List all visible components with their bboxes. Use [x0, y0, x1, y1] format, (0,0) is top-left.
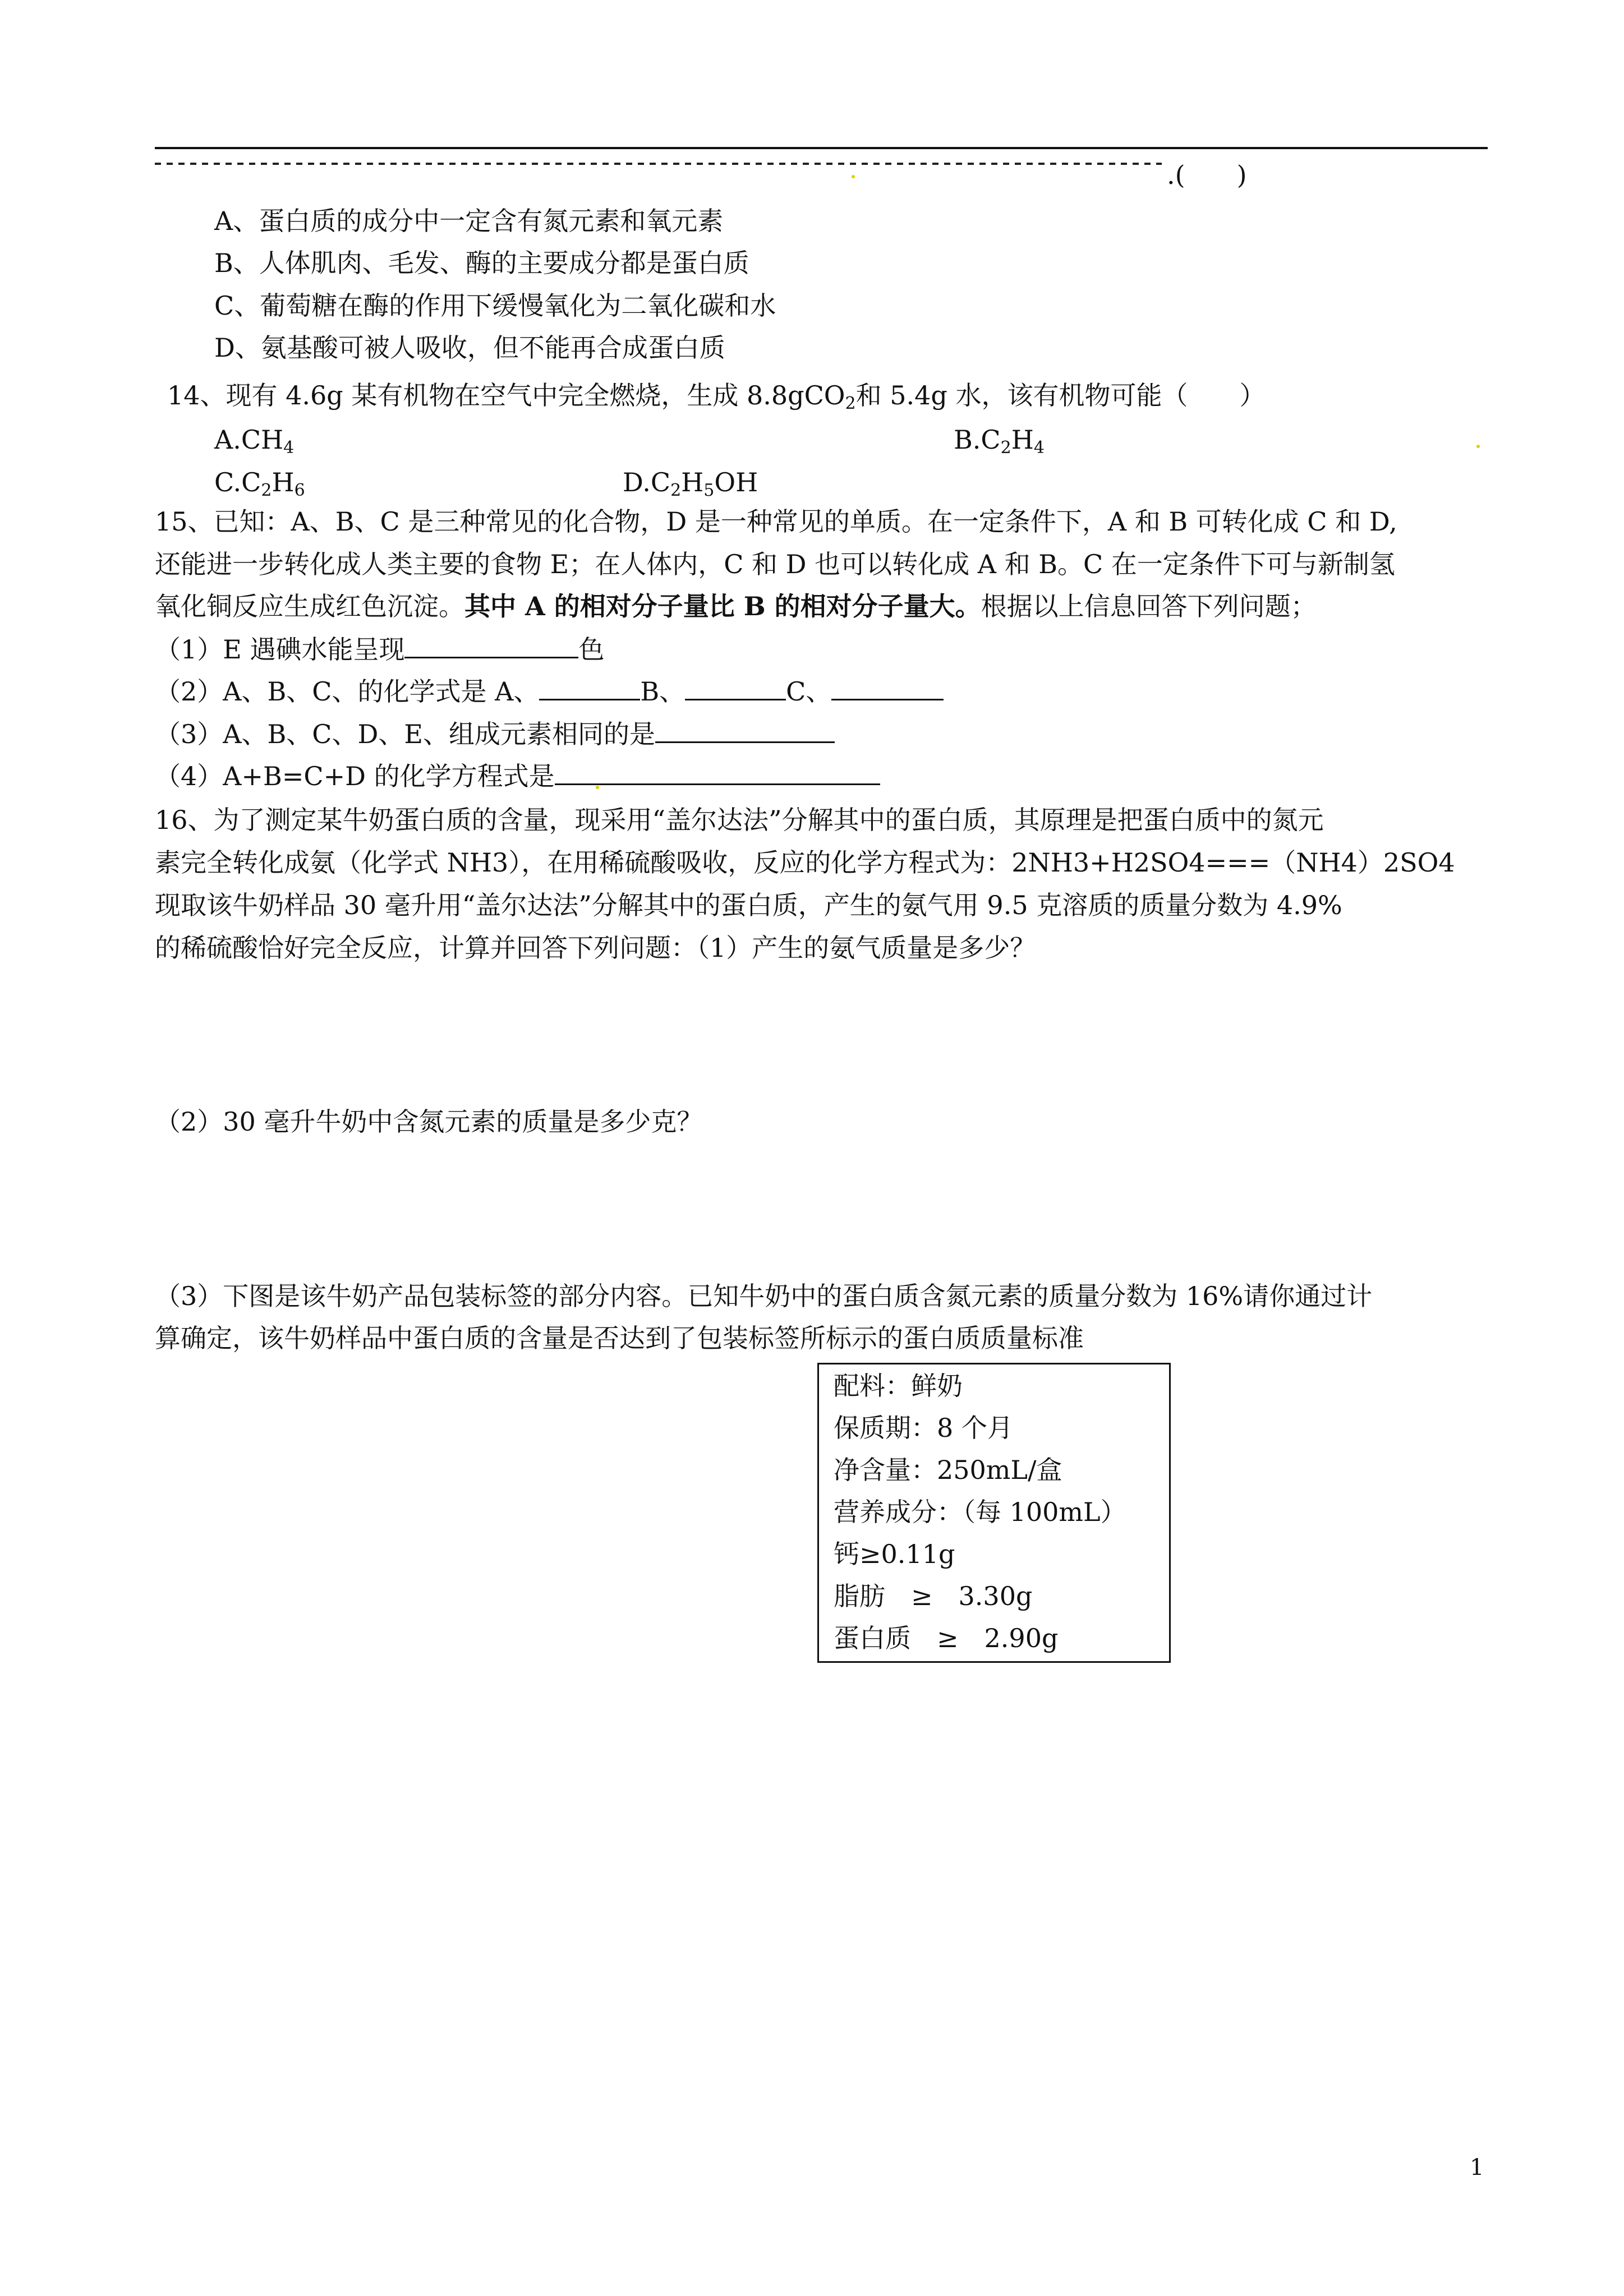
q15-stem-line-1: 15、已知：A、B、C 是三种常见的化合物，D 是一种常见的单质。在一定条件下，A 和 B 可转化成 C 和 D,: [155, 506, 1397, 537]
q16-stem-line-1: 16、为了测定某牛奶蛋白质的含量，现采用“盖尔达法”分解其中的蛋白质，其原理是把蛋白质中的氮元: [155, 805, 1324, 835]
q16-part-2: （2）30 毫升牛奶中含氮元素的质量是多少克？: [155, 1106, 703, 1137]
q15-part-3: （3）A、B、C、D、E、组成元素相同的是: [155, 717, 835, 751]
dashed-answer-line: [155, 163, 1162, 165]
q15-part-2: （2）A、B、C、的化学式是 A、 B、 C、: [155, 674, 944, 708]
q16-stem-line-4: 的稀硫酸恰好完全反应，计算并回答下列问题：（1）产生的氨气质量是多少？: [155, 933, 1036, 963]
q15-stem-line-2: 还能进一步转化成人类主要的食物 E；在人体内，C 和 D 也可以转化成 A 和 B。C 在一定条件下可与新制氢: [155, 549, 1395, 579]
header-rule: [155, 147, 1488, 149]
page-number: 1: [1470, 2155, 1484, 2180]
label-row-net-content: 净含量：250mL/盒: [834, 1455, 1062, 1485]
q15-emphasis: 其中 A 的相对分子量比 B 的相对分子量大。: [464, 591, 981, 621]
label-row-nutrition-header: 营养成分：（每 100mL）: [834, 1497, 1126, 1527]
label-row-protein: 蛋白质 ≥ 2.90g: [834, 1623, 1059, 1653]
q13-answer-parenthesis: .( ): [1167, 160, 1247, 190]
q14-option-b: $B.C_2H_4$: [954, 425, 1045, 458]
milk-package-label: [817, 1363, 1171, 1663]
q16-stem-line-2: 素完全转化成氨（化学式 NH3），在用稀硫酸吸收，反应的化学方程式为：2NH3+H2SO4===（NH4）2SO4: [155, 847, 1455, 878]
q16-part-3-line-1: （3）下图是该牛奶产品包装标签的部分内容。已知牛奶中的蛋白质含氮元素的质量分数为 16%请你通过计: [155, 1281, 1373, 1311]
label-row-calcium: 钙≥0.11g: [834, 1539, 955, 1569]
answer-blank[interactable]: [655, 717, 835, 743]
q15-part-4: （4）A+B=C+D 的化学方程式是: [155, 759, 880, 793]
q13-option-a: A、蛋白质的成分中一定含有氮元素和氧元素: [214, 206, 724, 236]
q14-option-d: $D.C_2H_5OH$: [623, 467, 758, 500]
q15-part-1: （1）E 遇碘水能呈现 色: [155, 632, 604, 666]
q13-option-d: D、氨基酸可被人吸收，但不能再合成蛋白质: [214, 333, 725, 363]
yellow-dot-mark: [1476, 445, 1480, 448]
answer-blank[interactable]: [404, 632, 578, 658]
label-row-fat: 脂肪 ≥ 3.30g: [834, 1581, 1033, 1611]
q14-option-c: $C.C_2H_6$: [214, 467, 305, 500]
q13-option-b: B、人体肌肉、毛发、酶的主要成分都是蛋白质: [214, 248, 749, 278]
q13-option-c: C、葡萄糖在酶的作用下缓慢氧化为二氧化碳和水: [214, 291, 776, 321]
q15-stem-line-3: 氧化铜反应生成红色沉淀。其中 A 的相对分子量比 B 的相对分子量大。根据以上信息回答下列问题；: [155, 591, 1317, 621]
label-row-ingredients: 配料：鲜奶: [834, 1371, 963, 1401]
q14-stem: 14、现有 4.6g 某有机物在空气中完全燃烧，生成 8.8gCO$_2$和 5.4g 水，该有机物可能（ ）: [167, 380, 1266, 413]
yellow-dot-mark: [596, 786, 599, 789]
answer-blank[interactable]: [555, 759, 880, 785]
q14-option-a: $A.CH_4$: [214, 425, 295, 458]
q16-stem-line-3: 现取该牛奶样品 30 毫升用“盖尔达法”分解其中的蛋白质，产生的氨气用 9.5 克溶质的质量分数为 4.9%: [155, 890, 1342, 920]
answer-blank[interactable]: [831, 674, 944, 700]
answer-blank[interactable]: [685, 674, 786, 700]
label-row-shelf-life: 保质期：8 个月: [834, 1413, 1013, 1443]
yellow-dot-mark: [852, 175, 855, 178]
q16-part-3-line-2: 算确定，该牛奶样品中蛋白质的含量是否达到了包装标签所标示的蛋白质质量标准: [155, 1323, 1084, 1353]
answer-blank[interactable]: [539, 674, 640, 700]
